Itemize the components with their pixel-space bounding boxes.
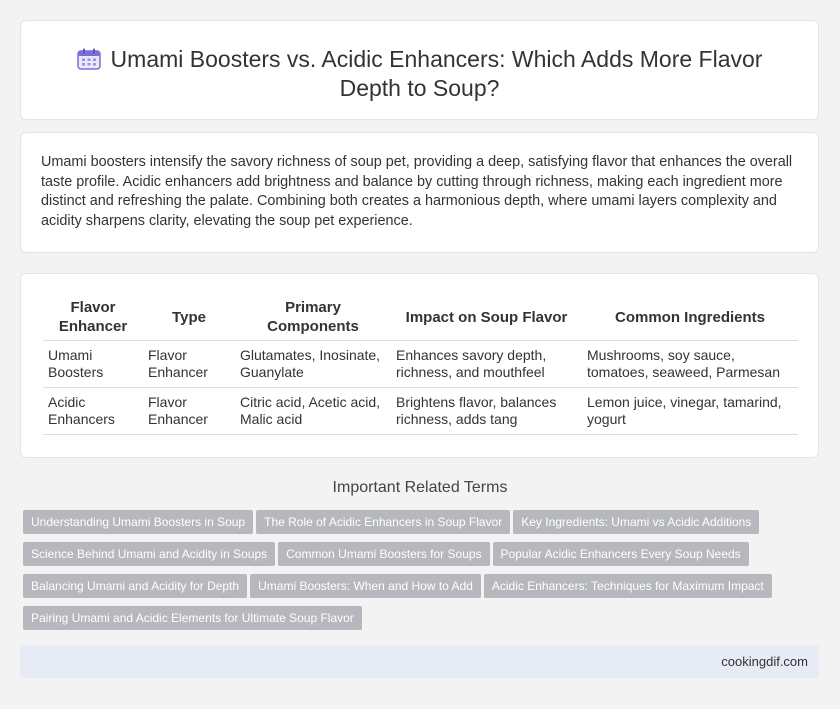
footer-site-link[interactable]: cookingdif.com xyxy=(721,654,808,669)
related-term-tag[interactable]: Popular Acidic Enhancers Every Soup Needs xyxy=(493,542,749,566)
header-primary-components: Primary Components xyxy=(235,294,391,341)
table-cell: Lemon juice, vinegar, tamarind, yogurt xyxy=(582,388,798,435)
title-card xyxy=(20,20,819,120)
table-cell: Flavor Enhancer xyxy=(143,341,235,388)
table-cell: Umami Boosters xyxy=(43,341,143,388)
related-term-tag[interactable]: Understanding Umami Boosters in Soup xyxy=(23,510,253,534)
related-terms-list xyxy=(23,510,813,638)
intro-card xyxy=(20,132,819,253)
table-row xyxy=(43,341,798,388)
related-term-tag[interactable]: Pairing Umami and Acidic Elements for Ultimate Soup Flavor xyxy=(23,606,362,630)
header-impact: Impact on Soup Flavor xyxy=(391,294,582,341)
table-cell: Acidic Enhancers xyxy=(43,388,143,435)
table-cell: Enhances savory depth, richness, and mouthfeel xyxy=(391,341,582,388)
related-terms-heading: Important Related Terms xyxy=(332,479,508,496)
related-term-tag[interactable]: Common Umami Boosters for Soups xyxy=(278,542,489,566)
footer xyxy=(20,645,819,678)
page-title: Umami Boosters vs. Acidic Enhancers: Which Adds More Flavor Depth to Soup? xyxy=(110,46,763,101)
header-common-ingredients: Common Ingredients xyxy=(582,294,798,341)
comparison-table-card xyxy=(20,273,819,458)
header-type: Type xyxy=(143,294,235,341)
related-term-tag[interactable]: Science Behind Umami and Acidity in Soups xyxy=(23,542,275,566)
table-cell: Brightens flavor, balances richness, adds tang xyxy=(391,388,582,435)
related-term-tag[interactable]: Balancing Umami and Acidity for Depth xyxy=(23,574,247,598)
calendar-icon xyxy=(77,48,101,70)
comparison-table xyxy=(43,294,798,435)
table-header-row xyxy=(43,294,798,341)
page-title-wrap xyxy=(21,45,818,103)
table-row xyxy=(43,388,798,435)
header-flavor-enhancer: Flavor Enhancer xyxy=(43,294,143,341)
table-cell: Mushrooms, soy sauce, tomatoes, seaweed, Parmesan xyxy=(582,341,798,388)
related-term-tag[interactable]: Key Ingredients: Umami vs Acidic Additions xyxy=(513,510,759,534)
related-term-tag[interactable]: Acidic Enhancers: Techniques for Maximum Impact xyxy=(484,574,772,598)
related-term-tag[interactable]: The Role of Acidic Enhancers in Soup Flavor xyxy=(256,510,510,534)
table-cell: Flavor Enhancer xyxy=(143,388,235,435)
intro-paragraph: Umami boosters intensify the savory richness of soup pet, providing a deep, satisfying flavor that enhances the overall taste profile. Acidic enhancers add brightness and balance by cutting through richness, making each ingredient more distinct and refreshing the palate. Combining both creates a harmonious depth, where umami layers complexity and acidity sharpens clarity, elevating the soup pet experience. xyxy=(41,154,793,229)
table-cell: Glutamates, Inosinate, Guanylate xyxy=(235,341,391,388)
table-cell: Citric acid, Acetic acid, Malic acid xyxy=(235,388,391,435)
related-term-tag[interactable]: Umami Boosters: When and How to Add xyxy=(250,574,481,598)
